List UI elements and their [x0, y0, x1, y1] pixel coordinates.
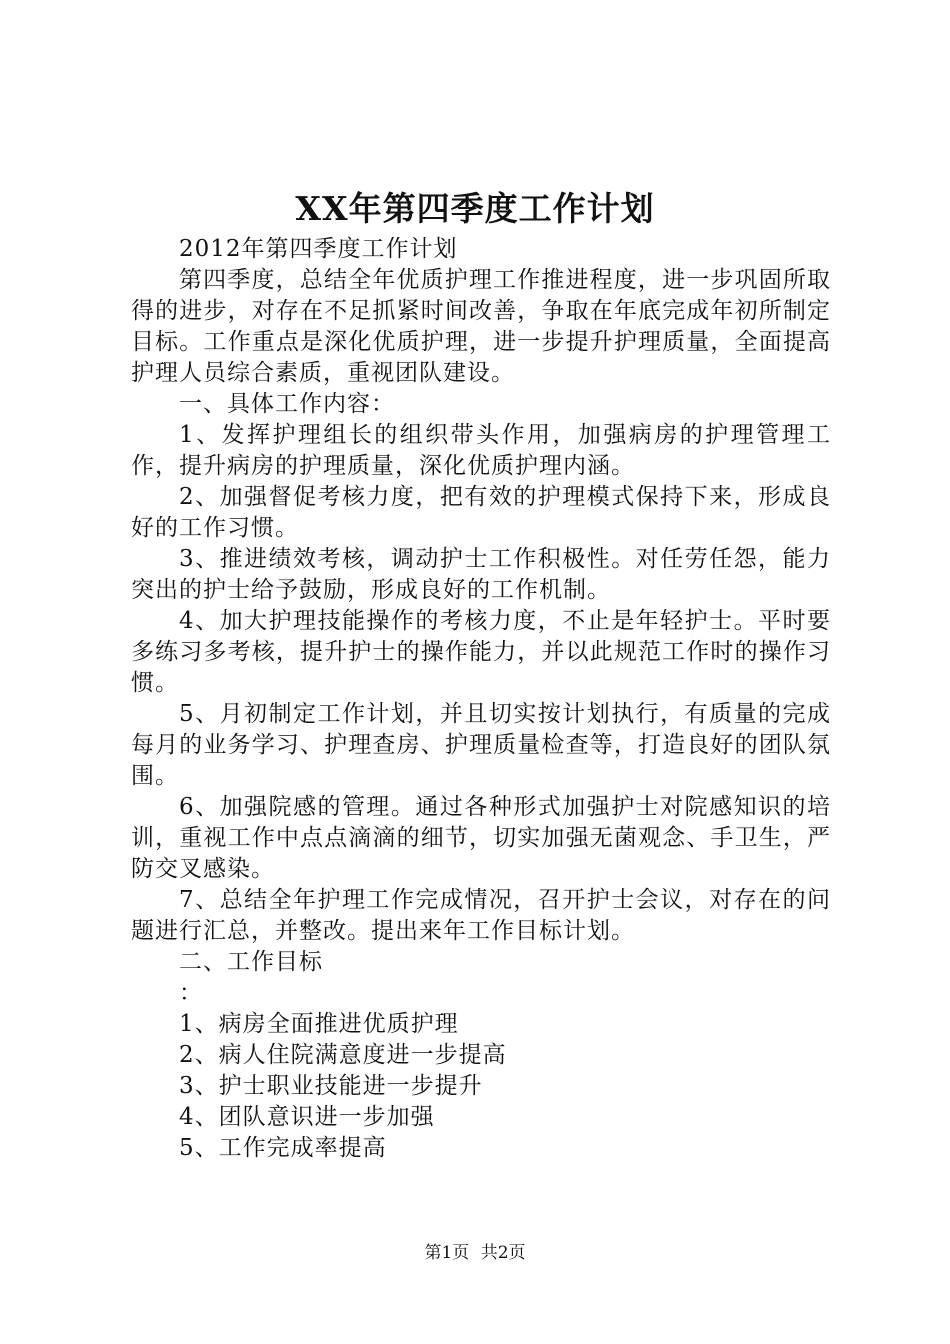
- section-heading-goals: 二、工作目标: [179, 949, 323, 975]
- list-item-content-5: 5、月初制定工作计划，并且切实按计划执行，有质量的完成每月的业务学习、护理查房、护理质量检查等，打造良好的团队氛围。: [131, 701, 831, 789]
- list-item-goal-2: 2、病人住院满意度进一步提高: [179, 1042, 507, 1068]
- list-item-goal-3: 3、护士职业技能进一步提升: [179, 1073, 483, 1099]
- page-footer: [0, 1241, 950, 1265]
- list-item-content-1: 1、发挥护理组长的组织带头作用，加强病房的护理管理工作，提升病房的护理质量，深化优质护理内涵。: [131, 422, 831, 479]
- list-item-content-4: 4、加大护理技能操作的考核力度，不止是年轻护士。平时要多练习多考核，提升护士的操作能力，并以此规范工作时的操作习惯。: [131, 608, 831, 696]
- list-item-content-7: 7、总结全年护理工作完成情况，召开护士会议，对存在的问题进行汇总，并整改。提出来年工作目标计划。: [131, 887, 831, 944]
- list-item-goal-4: 4、团队意识进一步加强: [179, 1104, 435, 1130]
- list-item-content-6: 6、加强院感的管理。通过各种形式加强护士对院感知识的培训，重视工作中点点滴滴的细节，切实加强无菌观念、手卫生，严防交叉感染。: [131, 794, 831, 882]
- section-heading-goals-colon: ：: [179, 980, 203, 1006]
- list-item-content-3: 3、推进绩效考核，调动护士工作积极性。对任劳任怨，能力突出的护士给予鼓励，形成良好的工作机制。: [131, 546, 831, 603]
- document-title: XX年第四季度工作计划: [295, 189, 655, 228]
- paragraph-intro: 第四季度，总结全年优质护理工作推进程度，进一步巩固所取得的进步，对存在不足抓紧时间改善，争取在年底完成年初所制定目标。工作重点是深化优质护理，进一步提升护理质量，全面提高护理人员综合素质，重视团队建设。: [131, 267, 831, 386]
- page-number-total: 共2页: [480, 1243, 526, 1263]
- page-number-current: 第1页: [424, 1243, 470, 1263]
- section-heading-content: 一、具体工作内容：: [179, 391, 395, 417]
- document-body: [131, 234, 831, 1164]
- list-item-content-2: 2、加强督促考核力度，把有效的护理模式保持下来，形成良好的工作习惯。: [131, 484, 831, 541]
- list-item-goal-5: 5、工作完成率提高: [179, 1135, 387, 1161]
- paragraph-subtitle: 2012年第四季度工作计划: [179, 236, 458, 262]
- list-item-goal-1: 1、病房全面推进优质护理: [179, 1011, 459, 1037]
